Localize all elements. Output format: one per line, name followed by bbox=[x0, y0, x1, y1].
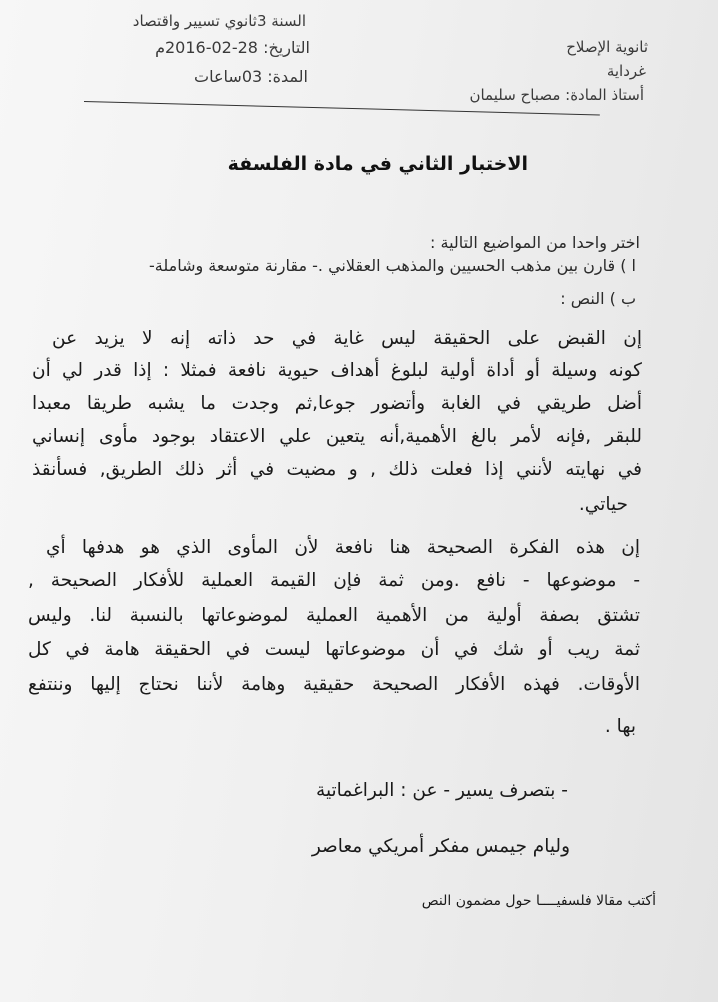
passage-line: بها . bbox=[604, 716, 636, 737]
exam-title: الاختبار الثاني في مادة الفلسفة bbox=[227, 153, 528, 175]
exam-date: التاريخ: 28-02-2016م bbox=[155, 38, 310, 57]
school-name: ثانوية الإصلاح bbox=[566, 38, 648, 56]
passage-line: تشتق بصفة أولية من الأهمية العملية لموضوعاتها بالنسبة لنا. وليس bbox=[28, 605, 640, 626]
passage-line: حياتي. bbox=[578, 494, 628, 515]
essay-task: أكتب مقالا فلسفيــــا حول مضمون النص bbox=[421, 893, 656, 909]
topic-2-label: ب ) النص : bbox=[560, 289, 636, 308]
passage-source: - بتصرف يسير - عن : البراغماتية bbox=[316, 780, 568, 801]
class-year: السنة 3ثانوي تسيير واقتصاد bbox=[132, 12, 306, 30]
exam-duration: المدة: 03ساعات bbox=[194, 67, 308, 86]
passage-author: وليام جيمس مفكر أمريكي معاصر bbox=[311, 836, 570, 857]
passage-line: كونه وسيلة أو أداة أولية لبلوغ أهداف حيوية نافعة فمثلا : إذا قدر لي أن bbox=[32, 360, 642, 381]
passage-line: إن القبض على الحقيقة ليس غاية في حد ذاته إنه لا يزيد عن bbox=[52, 328, 642, 349]
instructions: اختر واحدا من المواضيع التالية : bbox=[430, 233, 640, 252]
passage-line: إن هذه الفكرة الصحيحة هنا نافعة لأن المأوى الذي هو هدفها أي bbox=[46, 537, 640, 558]
passage-line: أضل طريقي في الغابة وأتضور جوعا,ثم وجدت ما يشبه طريقا معبدا bbox=[32, 393, 642, 414]
city-name: غرداية bbox=[606, 62, 646, 80]
teacher-name: أستاذ المادة: مصباح سليمان bbox=[469, 86, 644, 104]
passage-line: للبقر ,فإنه لأمر بالغ الأهمية,أنه يتعين علي الاعتقاد بوجود مأوى إنساني bbox=[32, 426, 642, 447]
passage-line: الأوقات. فهذه الأفكار الصحيحة حقيقية وهامة لأننا نحتاج إليها وننتفع bbox=[28, 674, 640, 695]
topic-1: ا ) قارن بين مذهب الحسيين والمذهب العقلاني .- مقارنة متوسعة وشاملة- bbox=[148, 256, 636, 275]
passage-line: ثمة ريب أو شك في أن موضوعاتها ليست في الحقيقة هامة في كل bbox=[28, 639, 640, 660]
passage-line: في نهايته لأنني إذا فعلت ذلك , و مضيت في أثر ذلك الطريق, فسأنقذ bbox=[32, 459, 642, 480]
passage-line: - موضوعها - نافع .ومن ثمة فإن القيمة العملية للأفكار الصحيحة , bbox=[28, 570, 640, 591]
